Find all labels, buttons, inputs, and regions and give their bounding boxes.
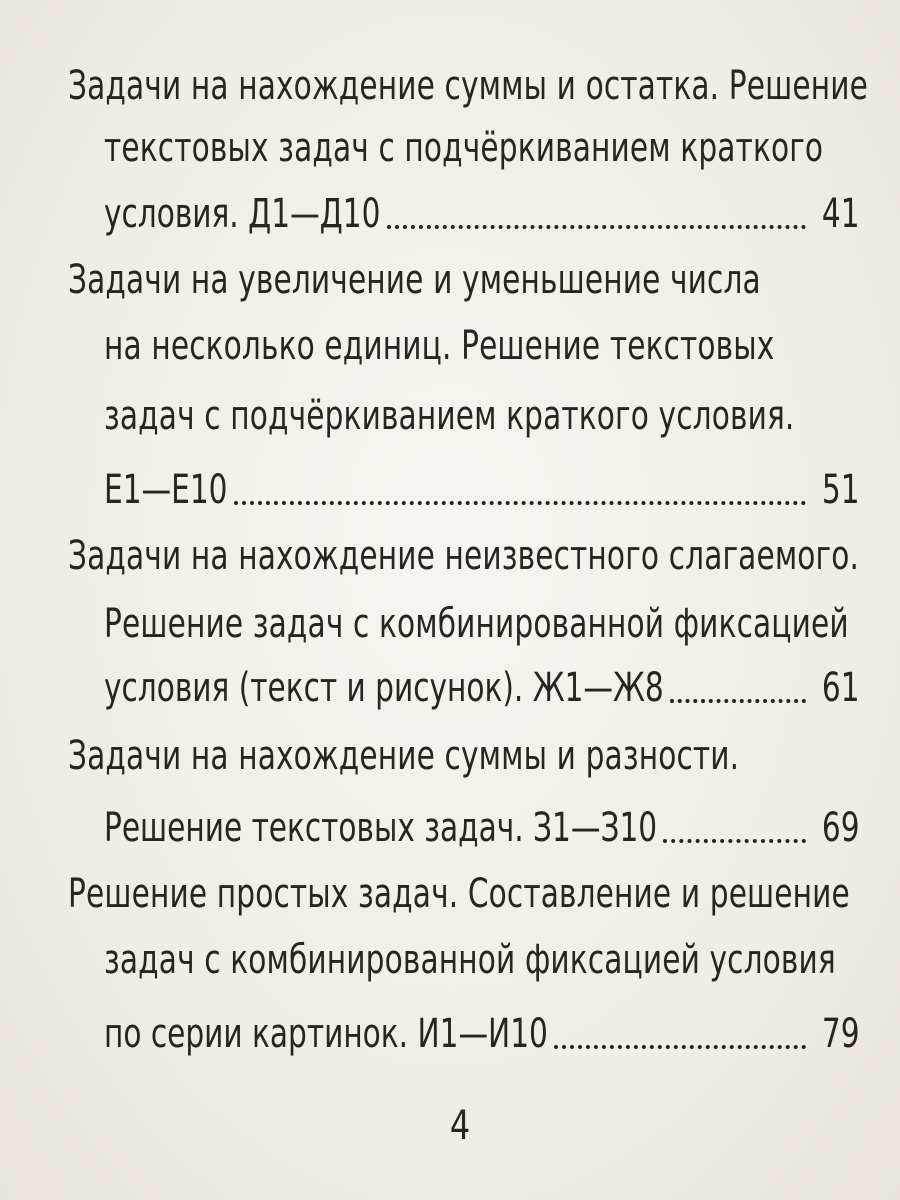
toc-page-number: 51 (821, 467, 860, 513)
page-number: 4 (449, 1103, 471, 1149)
dot-leader (663, 839, 806, 843)
toc-entry-title-line: задач с комбинированной фиксацией условия (104, 937, 836, 983)
toc-entry-last-line (104, 804, 860, 852)
toc-page-number: 41 (821, 191, 860, 237)
toc-page-number: 79 (821, 1011, 860, 1057)
toc-entry-title-end: Решение текстовых задач. З1—З10 (104, 805, 658, 851)
dot-leader (234, 501, 806, 505)
toc-entry-title-end: условия (текст и рисунок). Ж1—Ж8 (104, 665, 664, 711)
toc-entry-title-line: Задачи на нахождение суммы и разности. (68, 733, 740, 779)
toc-entry-title-line: Задачи на нахождение суммы и остатка. Решение (68, 63, 868, 109)
toc-entry-title-line: на несколько единиц. Решение текстовых (104, 323, 775, 369)
toc-page-number: 61 (821, 665, 860, 711)
toc-entry-last-line (104, 1010, 860, 1058)
toc-page-number: 69 (821, 805, 860, 851)
toc-entry-title-end: условия. Д1—Д10 (104, 191, 381, 237)
dot-leader (387, 225, 806, 229)
toc-entry-title-line: Решение задач с комбинированной фиксацией (104, 601, 849, 647)
toc-entry-title-end: Е1—Е10 (104, 467, 228, 513)
toc-entry-title-line: задач с подчёркиванием краткого условия. (104, 393, 795, 439)
dot-leader (554, 1045, 806, 1049)
toc-entry-last-line (104, 466, 860, 514)
toc-entry-title-end: по серии картинок. И1—И10 (104, 1011, 548, 1057)
toc-entry-title-line: Задачи на нахождение неизвестного слагаемого. (68, 533, 860, 579)
toc-entry-last-line (104, 190, 860, 238)
toc-entry-last-line (104, 664, 860, 712)
toc-entry-title-line: Решение простых задач. Составление и решение (68, 871, 850, 917)
dot-leader (670, 699, 806, 703)
toc-entry-title-line: Задачи на увеличение и уменьшение числа (68, 257, 761, 303)
toc-entry-title-line: текстовых задач с подчёркиванием краткого (104, 125, 824, 171)
